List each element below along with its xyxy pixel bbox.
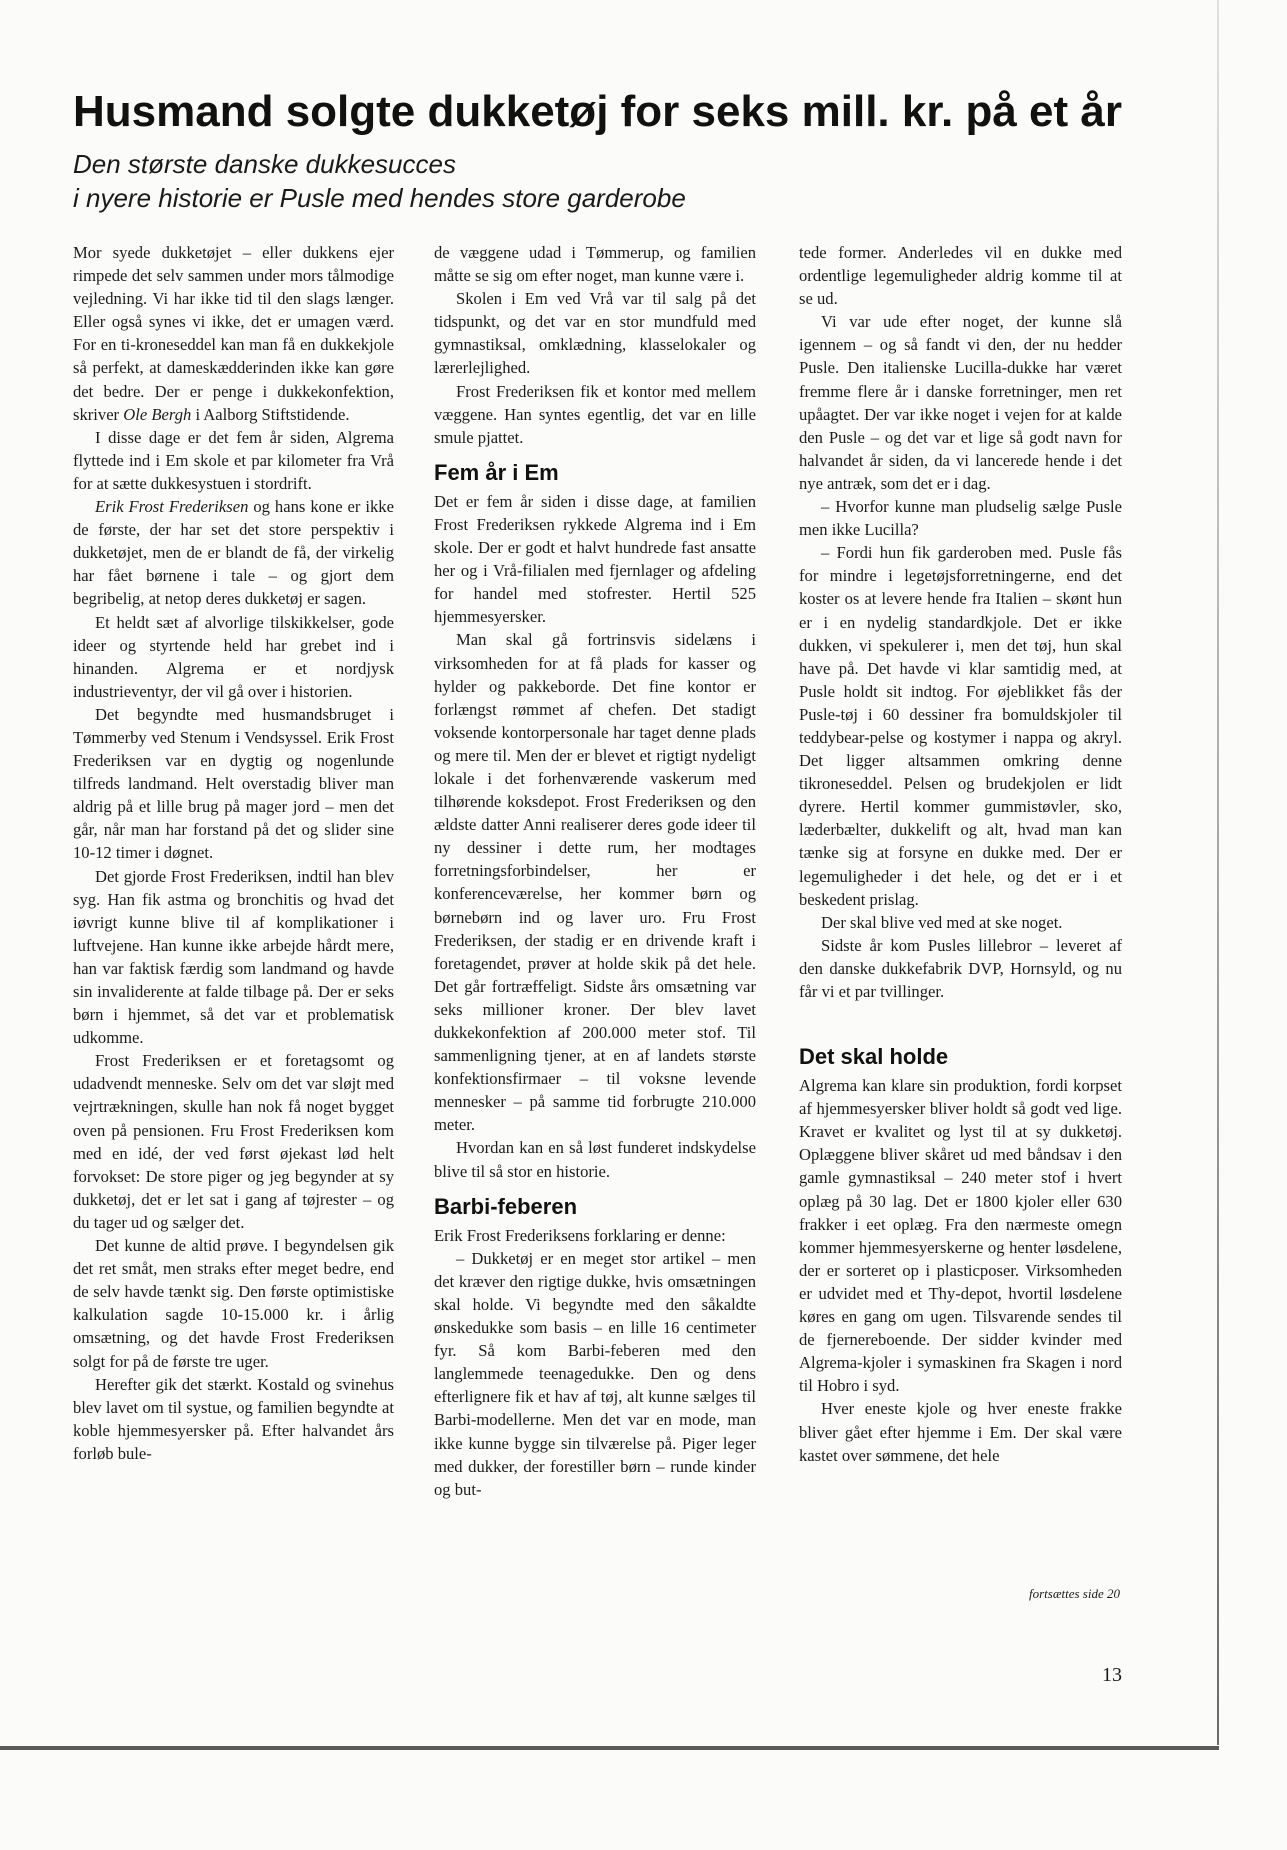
article-column-1 [73,241,394,1631]
paragraph: – Dukketøj er en meget stor artikel – men det kræver den rigtige dukke, hvis omsætningen skal holde. Vi begyndte med den såkaldte ønskedukke som basis – en lille 16 centimeter fyr. Så kom Barbi-feberen med den langlemmede teenagedukke. Den og dens efterlignere fik et hav af tøj, alt kunne sælges til Barbi-modellerne. Men det var en mode, man ikke kunne bygge sin tilværelse på. Piger leger med dukker, der forestiller børn – runde kinder og but- [434,1248,756,1499]
section-heading-det-skal-holde: Det skal holde [799,1044,949,1070]
article-column-2 [434,241,756,1631]
paragraph: Skolen i Em ved Vrå var til salg på det tidspunkt, og det var en stor mundfuld med gymnastiksal, omklædning, klasselokaler og lærerlejlighed. [434,289,756,378]
paragraph: Et heldt sæt af alvorlige tilskikkelser, gode ideer og styrtende held har grebet ind i hinanden. Algrema er et nordjysk industrieventyr, der vil gå over i historien. [73,612,394,701]
paragraph: Det begyndte med husmandsbruget i Tømmerby ved Stenum i Vendsyssel. Erik Frost Frederiksen var en dygtig og nogenlunde tilfreds landmand. Helt overstadig bliver man aldrig på et lille brug på mager jord – men det går, når man har forstand på det og slider sine 10-12 timer i døgnet. [73,704,394,863]
paragraph: Frost Frederiksen fik et kontor med mellem væggene. Han syntes egentlig, det var en lille smule pjattet. [434,381,756,447]
section-heading-fem-aar-i-em: Fem år i Em [434,459,559,485]
paragraph: tede former. Anderledes vil en dukke med ordentlige legemuligheder aldrig komme til at se ud. [799,243,1122,309]
author-name: Ole Bergh [123,404,192,424]
paragraph: Erik Frost Frederiksen og hans kone er ikke de første, der har set det store perspektiv i dukketøjet, men de er blandt de få, der virkelig har fået børnene i tale – og gjort dem begribelig, at netop deres dukketøj er sagen. [73,497,394,609]
page-number: 13 [1102,1664,1122,1686]
paragraph: Det kunne de altid prøve. I begyndelsen gik det ret småt, men straks efter meget bedre, end de selv havde tænkt sig. Den første optimistiske kalkulation sagde 10-15.000 kr. i årlig omsætning, og det havde Frost Frederiksen solgt for på de første tre uger. [73,1236,394,1371]
paragraph: Vi var ude efter noget, der kunne slå igennem – og så fandt vi den, der nu hedder Pusle. Den italienske Lucilla-dukke har været fremme flere år i danske forretninger, men ret upåagtet. Der var ikke noget i vejen for at kalde den Pusle – og det var et lige så godt navn for halvandet år siden, da vi lancerede hende i det nye antræk, som det er i dag. [799,312,1122,493]
subheadline-line-1: Den største danske dukkesucces [73,149,456,179]
page-edge-shadow [1217,0,1219,1745]
paragraph: Algrema kan klare sin produktion, fordi korpset af hjemmesyersker bliver holdt så godt ved lige. Kravet er kvalitet og lyst til at sy dukketøj. Oplæggene bliver skåret ud med båndsav i den gamle gymnastiksal – 240 meter stof i hvert oplæg på 30 lag. Det er 1800 kjoler eller 630 frakker i eet oplæg. Fra den nærmeste omegn kommer hjemmesyerskerne og henter løsdelene, der er sorteret op i plasticposer. Virksomheden er udvidet med et Thy-depot, hvortil løsdelene køres en gang om ugen. Tilsvarende sendes til de fjernereboende. Der sidder kvinder med Algrema-kjoler i symaskinen fra Skagen i nord til Hobro i syd. [799,1076,1122,1396]
person-name: Erik Frost Frederiksen [95,497,249,517]
paragraph: Der skal blive ved med at ske noget. [821,912,1063,932]
section-heading-barbi-feberen: Barbi-feberen [434,1193,578,1219]
page-bottom-edge [0,1746,1219,1750]
article-column-3 [799,241,1122,1631]
paragraph: I disse dage er det fem år siden, Algrema flyttede ind i Em skole et par kilometer fra Vrå for at sætte dukkesystuen i stordrift. [73,427,394,493]
headline: Husmand solgte dukketøj for seks mill. kr. på et år [73,87,1122,136]
paragraph: Det er fem år siden i disse dage, at familien Frost Frederiksen rykkede Algrema ind i Em skole. Der er godt et halvt hundrede fast ansatte her og i Vrå-filialen med fjernlager og afdeling for handel med stofrester. Hertil 525 hjemmesyersker. [434,491,756,627]
paragraph: – Hvorfor kunne man pludselig sælge Pusle men ikke Lucilla? [799,497,1122,540]
paragraph: Hvordan kan en så løst funderet indskydelse blive til så stor en historie. [434,1138,756,1181]
paragraph: Hver eneste kjole og hver eneste frakke bliver gået efter hjemme i Em. Der skal være kastet over sømmene, det hele [799,1399,1122,1465]
paragraph: de væggene udad i Tømmerup, og familien måtte se sig om efter noget, man kunne være i. [434,243,756,286]
paragraph: Frost Frederiksen er et foretagsomt og udadvendt menneske. Selv om det var sløjt med vejrtrækningen, skulle han nok få noget bygget oven på pensionen. Fru Frost Frederiksen kom med en idé, der ved først øjekast lød helt forvokset: De store piger og jeg begynder at sy dukketøj, det er let sat i gang af tøjrester – og du tager ud og sælger det. [73,1051,394,1232]
paragraph: Det gjorde Frost Frederiksen, indtil han blev syg. Han fik astma og bronchitis og hvad det iøvrigt kunne blive til af komplikationer i luftvejene. Han kunne ikke arbejde hårdt mere, han var faktisk færdig som landmand og havde sin invaliderente at falde tilbage på. Der er seks børn i hjemmet, så det var et problematisk udkomme. [73,866,394,1048]
paragraph: Man skal gå fortrinsvis sidelæns i virksomheden for at få plads for kasser og hylder og pakkeborde. Det fine kontor er forlængst rømmet af chefen. Det stadigt voksende kontorpersonale har taget denne plads og mere til. Men der er blevet et rigtigt nydeligt lokale i det forhenværende vaskerum med tilhørende koksdepot. Frost Frederiksen og den ældste datter Anni realiserer deres gode ideer til ny dessiner i dette rum, her modtages forretningsforbindelser, her er konferenceværelse, her kommer børn og børnebørn ind og laver uro. Fru Frost Frederiksen, der stadig er en drivende kraft i foretagendet, prøver at holde skik på det hele. Det går fortræffeligt. Sidste års omsætning var seks millioner kroner. Der blev lavet dukkekonfektion af 200.000 meter stof. Til sammenligning tjener, at en af landets største konfektionsfirmaer – til voksne levende mennesker – på samme tid forbrugte 210.000 meter. [434,630,756,1135]
paragraph: Herefter gik det stærkt. Kostald og svinehus blev lavet om til systue, og familien begyndte at koble hjemmesyersker på. Efter halvandet års forløb bule- [73,1374,394,1463]
subheadline-line-2: i nyere historie er Pusle med hendes store garderobe [73,183,686,213]
paragraph: Mor syede dukketøjet – eller dukkens ejer rimpede det selv sammen under mors tålmodige vejledning. Vi har ikke tid til den slags længer. Eller også synes vi ikke, det er umagen værd. For en ti-kroneseddel kan man få en dukkekjole så perfekt, at dameskædderinden ikke kan gøre det bedre. Der er penge i dukkekonfektion, skriver Ole Bergh i Aalborg Stiftstidende. [73,243,394,424]
paragraph: Sidste år kom Pusles lillebror – leveret af den danske dukkefabrik DVP, Hornsyld, og nu får vi et par tvillinger. [799,935,1122,1001]
continued-on-page-note: fortsættes side 20 [1028,1586,1120,1601]
paragraph: – Fordi hun fik garderoben med. Pusle fås for mindre i legetøjsforretningerne, end det koster os at levere hende fra Italien – skønt hun er i en nydelig standardkjole. Det er ikke dukken, vi spekulerer i, men det tøj, hun skal have på. Det havde vi klar samtidig med, at Pusle holdt sit indtog. For øjeblikket fås der Pusle-tøj i 60 dessiner fra bomuldskjoler til teddybear-pelse og kostymer i nappa og akryl. Det ligger altsammen omkring denne tikroneseddel. Pelsen og brudekjolen er lidt dyrere. Hertil kommer gummistøvler, sko, læderbælter, dukkelift og alt, hvad man kan tænke sig at forsyne en dukke med. Der er legemuligheder i det hele, og det er i et beskedent prislag. [799,543,1122,909]
paragraph: Erik Frost Frederiksens forklaring er denne: [434,1225,726,1245]
subheadline [73,147,1073,215]
